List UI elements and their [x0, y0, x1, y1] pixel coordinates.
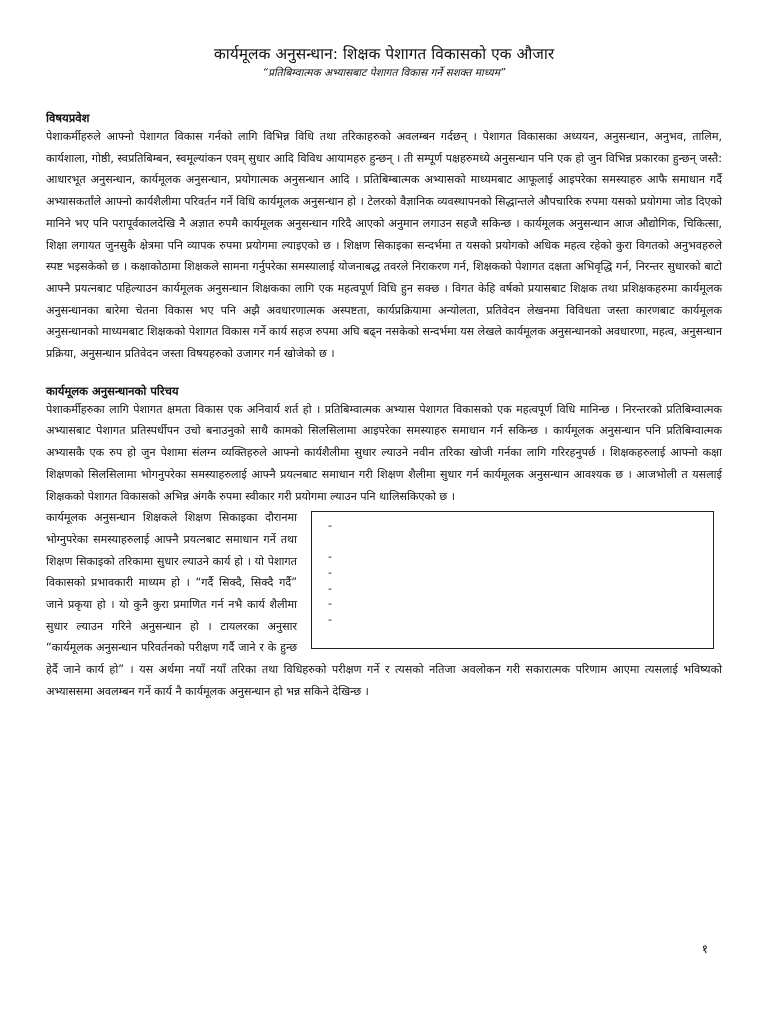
- figure-dash: -: [328, 566, 332, 580]
- figure-dash: -: [328, 597, 332, 611]
- action-research-paragraph-1: पेशाकर्मीहरुका लागि पेशागत क्षमता विकास एक अनिवार्य शर्त हो । प्रतिबिम्वात्मक अभ्यास पेशागत विकासको एक महत्वपूर्ण विधि मानिन्छ । निरन्तरको प्रतिबिम्वात्मक अभ्यासबाट पेशागत प्रतिस्पर्धीपन उचो बनाउनुको साथै कामको सिलसिलामा आइपरेका समस्याहरु समाधान गर्न सकिन्छ । कार्यमूलक अनुसन्धान पनि प्रतिबिम्वात्मक अभ्यासकै एक रुप हो जुन पेशामा संलग्न व्यक्तिहरुले आफ्नो कार्यशैलीमा सुधार ल्याउने नवीन तरिका खोजी गर्नका लागि गरिरहनुपर्छ । शिक्षकहरुलाई आफ्नो कक्षा शिक्षणको सिलसिलामा भोगनुपरेका समस्याहरुलाई आफ्नै प्रयत्नबाट समाधान गरी शिक्षण शैलीमा सुधार गर्न कार्यमूलक अनुसन्धान आवश्यक छ । आजभोली त यसलाई शिक्षकको पेशागत विकासको अभिन्न अंगकै रुपमा स्वीकार गरी प्रयोगमा ल्याउन पनि थालिसकिएको छ ।: [46, 402, 722, 503]
- figure-dash: -: [328, 612, 332, 626]
- page-number: १: [701, 942, 708, 956]
- figure-dash: -: [328, 581, 332, 595]
- figure-dash: -: [328, 519, 332, 533]
- text-with-figure-box: [46, 507, 722, 702]
- figure-placeholder-box: [311, 511, 714, 649]
- document-title: कार्यमूलक अनुसन्धान: शिक्षक पेशागत विकासको एक औजार: [213, 45, 555, 63]
- introduction-paragraph: पेशाकर्मीहरुले आफ्नो पेशागत विकास गर्नको लागि विभिन्न विधि तथा तरिकाहरुको अवलम्बन गर्दछन् । पेशागत विकासका अध्ययन, अनुसन्धान, अनुभव, तालिम, कार्यशाला, गोष्ठी, स्वप्रतिबिम्बन, स्वमूल्यांकन एवम् सुधार आदि विविध आयामहरु हुन्छन् । ती सम्पूर्ण पक्षहरुमध्ये अनुसन्धान पनि एक हो जुन विभिन्न प्रकारका हुन्छन् जस्तै: आधारभूत अनुसन्धान, कार्यमूलक अनुसन्धान, प्रयोगात्मक अनुसन्धान आदि । प्रतिबिम्बात्मक अभ्यासको माध्यमबाट आफूलाई आइपरेका समस्याहरु आफै समाधान गर्दै अभ्यासकर्तांले आफ्नो कार्यशैलीमा परिवर्तन गर्ने विधि कार्यमूलक अनुसन्धान हो । टेलरको वैज्ञानिक व्यवस्थापनको सिद्धान्तले औपचारिक रुपमा यसको प्रयोगमा जोड दिएको मानिने भए पनि परापूर्वकालदेखि नै अज्ञात रुपमै कार्यमूलक अनुसन्धान गरिदै आएको अनुमान लगाउन सहजै सकिन्छ । कार्यमूलक अनुसन्धान आज औद्योगिक, चिकित्सा, शिक्षा लगायत जुनसुकै क्षेत्रमा पनि व्यापक रुपमा प्रयोगमा ल्याइएको छ । शिक्षण सिकाइका सन्दर्भमा त यसको प्रयोगको अधिक महत्व रहेको कुरा विगतको अनुभवहरुले स्पष्ट भइसकेको छ । कक्षाकोठामा शिक्षकले सामना गर्नुपरेका समस्यालाई योजनाबद्ध तवरले निराकरण गर्न, शिक्षकको पेशागत दक्षता अभिवृद्धि गर्न, निरन्तर सुधारको बाटो आफ्नै प्रयत्नबाट पहिल्याउन कार्यमूलक अनुसन्धान शिक्षकका लागि एक महत्वपूर्ण विधि हुन सक्छ । विगत केहि वर्षको प्रयासबाट शिक्षक तथा प्रशिक्षकहरुमा कार्यमूलक अनुसन्धानका बारेमा चेतना विकास भए पनि अझै अवधारणात्मक अस्पष्टता, कार्यप्रक्रियामा अन्योलता, प्रतिवेदन लेखनमा विविधता जस्ता कारणबाट कार्यमूलक अनुसन्धानको माध्यमबाट शिक्षकको पेशागत विकास गर्ने कार्य सहज रुपमा अघि बढ्न नसकेको सन्दर्भमा यस लेखले कार्यमूलक अनुसन्धानको अवधारणा, महत्व, अनुसन्धान प्रक्रिया, अनुसन्धान प्रतिवेदन जस्ता विषयहरुको उजागर गर्न खोजेको छ ।: [46, 130, 722, 361]
- section-heading-action-research: कार्यमूलक अनुसन्धानको परिचय: [46, 383, 179, 398]
- document-subtitle: “प्रतिबिम्वात्मक अभ्यासबाट पेशागत विकास गर्ने सशक्त माध्यम”: [262, 67, 506, 79]
- section-heading-introduction: विषयप्रवेश: [46, 111, 90, 125]
- figure-dash: -: [328, 550, 332, 564]
- action-research-paragraph-2: कार्यमूलक अनुसन्धान शिक्षकले शिक्षण सिकाइका दौरानमा भोग्नुपरेका समस्याहरुलाई आफ्नै प्रयत्नबाट समाधान गर्ने तथा शिक्षण सिकाइको तरिकामा सुधार ल्याउने कार्य हो । यो पेशागत विकासको प्रभावकारी माध्यम हो । “गर्दै सिक्दै, सिक्दै गर्दै” जाने प्रकृया हो । यो कुनै कुरा प्रमाणित गर्न नभै कार्य शैलीमा सुधार ल्याउन गरिने अनुसन्धान हो । टायलरका अनुसार “कार्यमूलक अनुसन्धान परिवर्तनको परीक्षण गर्दै जाने र के हुन्छ हेर्दै जाने कार्य हो” । यस अर्थमा नयाँ नयाँ तरिका तथा विधिहरुको परीक्षण गर्ने र त्यसको नतिजा अवलोकन गरी सकारात्मक परिणाम आएमा त्यसलाई भविष्यको अभ्याससमा अवलम्बन गर्ने कार्य नै कार्यमूलक अनुसन्धान हो भन्न सकिने देखिन्छ ।: [46, 511, 722, 698]
